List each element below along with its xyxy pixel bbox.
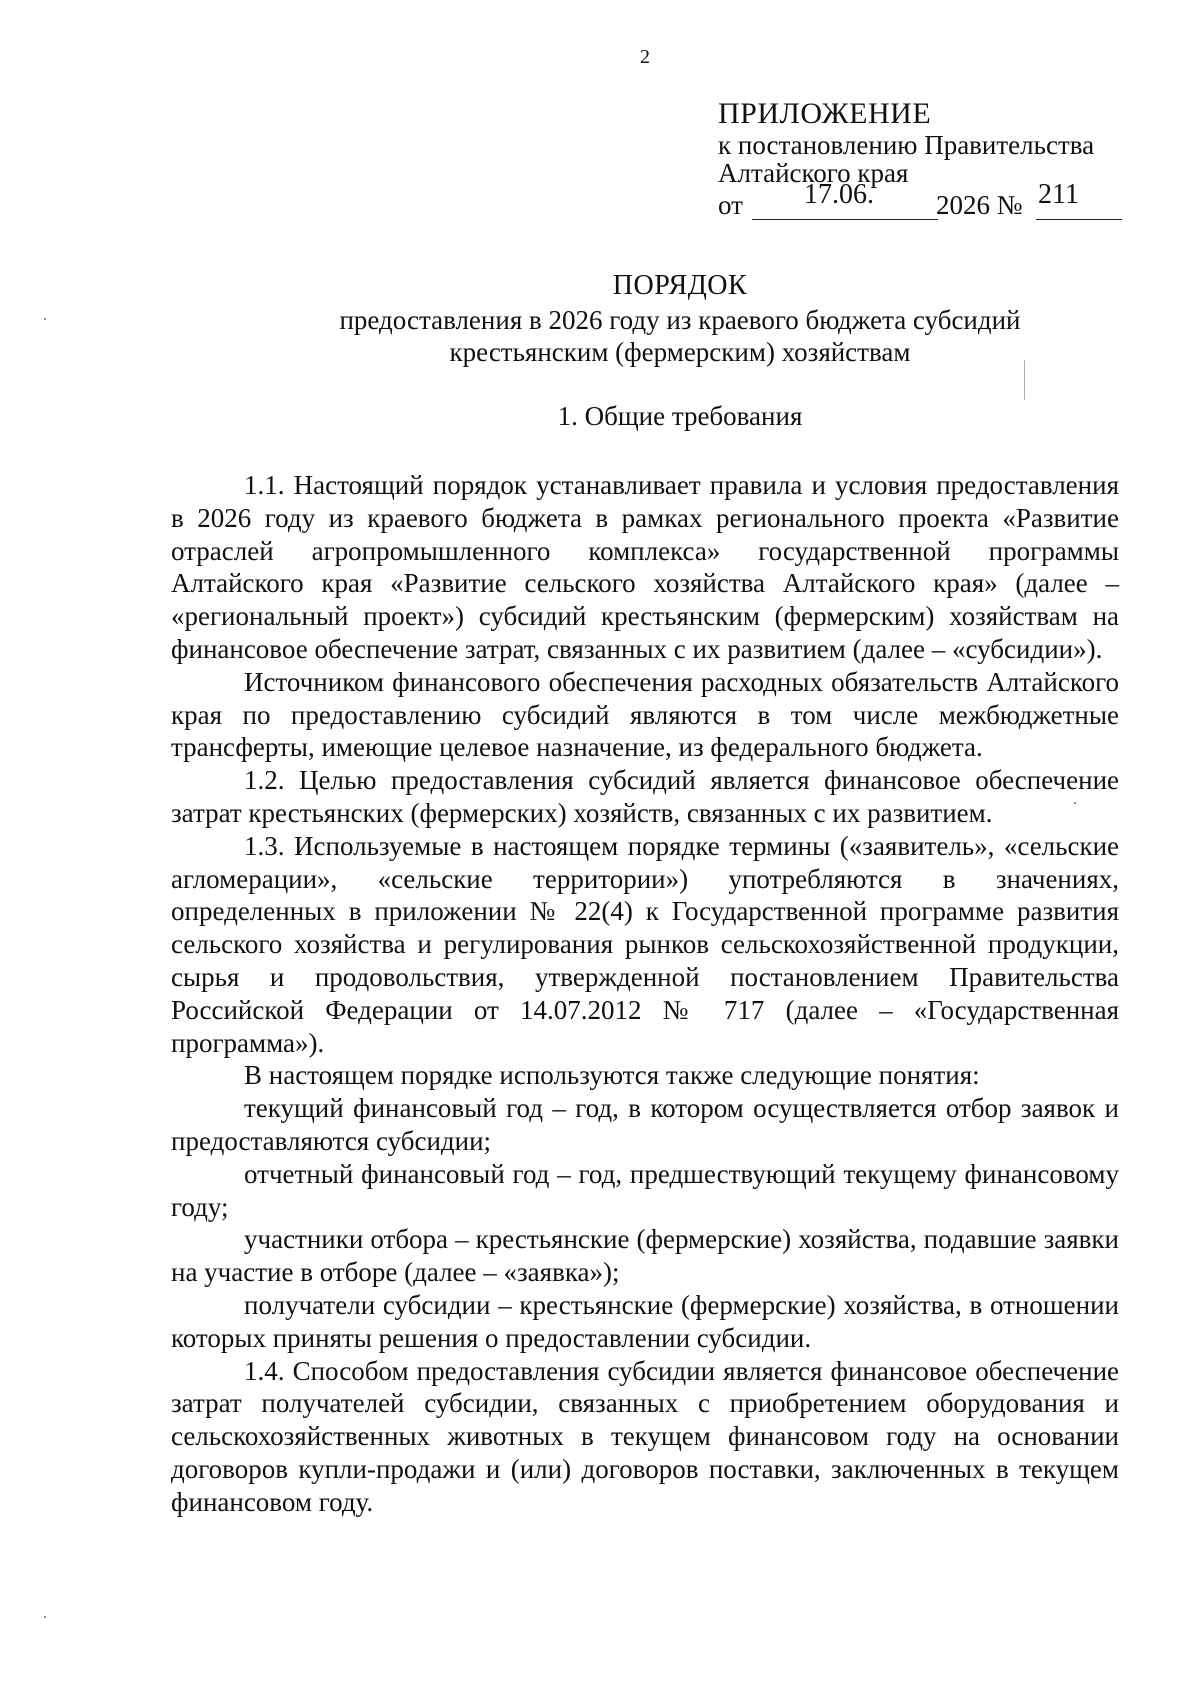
paragraph-1-3: 1.3. Используемые в настоящем порядке термины («заявитель», «сельские агломерации», «сельские территории») употребляются в значениях, определенных в приложении № 22(4) к Государственной программе развития сельского хозяйства и регулирования рынков сельскохозяйственной продукции, сырья и продовольствия, утвержденной постановлением Правительства Российской Федерации от 14.07.2012 № 717 (далее – «Государственная программа»). (171, 830, 1119, 1058)
document-title: ПОРЯДОК (612, 270, 748, 301)
document-body (171, 469, 1119, 1519)
scan-speck (44, 1616, 46, 1618)
paragraph-1-4: 1.4. Способом предоставления субсидии является финансовое обеспечение затрат получателей субсидии, связанных с приобретением оборудования и сельскохозяйственных животных в текущем финансовом году на основании договоров купли-продажи и (или) договоров поставки, заключенных в текущем финансовом году. (171, 1355, 1119, 1517)
paragraph-1-1: 1.1. Настоящий порядок устанавливает правила и условия предоставления в 2026 году из краевого бюджета в рамках регионального проекта «Развитие отраслей агропромышленного комплекса» государственной программы Алтайского края «Развитие сельского хозяйства Алтайского края» (далее – «региональный проект») субсидий крестьянским (фермерским) хозяйствам на финансовое обеспечение затрат, связанных с их развитием (далее – «субсидии»). (171, 470, 1119, 664)
scan-speck (1074, 802, 1076, 804)
paragraph-current-year: текущий финансовый год – год, в котором осуществляется отбор заявок и предоставляются субсидии; (171, 1093, 1119, 1156)
section-heading: 1. Общие требования (557, 401, 803, 431)
paragraph-subsidy-recipients: получатели субсидии – крестьянские (фермерские) хозяйства, в отношении которых приняты решения о предоставлении субсидии. (171, 1289, 1119, 1353)
decree-date: 17.06. (804, 179, 874, 210)
number-underline (1036, 219, 1122, 220)
paragraph-concepts-intro: В настоящем порядке используются также следующие понятия: (244, 1060, 980, 1091)
subtitle-line-2: крестьянским (фермерским) хозяйствам (449, 337, 911, 367)
decree-number: 211 (1038, 179, 1079, 210)
approval-date-row (718, 179, 1138, 221)
appendix-title: ПРИЛОЖЕНИЕ (718, 97, 932, 130)
approval-line-2: Алтайского края (718, 158, 909, 188)
document-subtitle (0, 304, 1200, 368)
from-label: от (718, 190, 743, 220)
scan-speck (1024, 360, 1025, 400)
decree-year-label: 2026 № (936, 190, 1023, 220)
paragraph-reporting-year: отчетный финансовый год – год, предшествующий текущему финансовому году; (171, 1158, 1119, 1222)
paragraph-funding-source: Источником финансового обеспечения расходных обязательств Алтайского края по предоставлению субсидий являются в том числе межбюджетные трансферты, имеющие целевое назначение, из федерального бюджета. (171, 666, 1119, 763)
approval-line-1: к постановлению Правительства (718, 130, 1095, 160)
date-underline (752, 219, 938, 220)
page-number: 2 (640, 46, 650, 68)
subtitle-line-1: предоставления в 2026 году из краевого бюджета субсидий (339, 305, 1021, 335)
paragraph-selection-participants: участники отбора – крестьянские (фермерские) хозяйства, подавшие заявки на участие в отборе (далее – «заявка»); (171, 1224, 1119, 1288)
approval-block (718, 97, 1138, 221)
scan-speck (44, 318, 46, 320)
paragraph-1-2: 1.2. Целью предоставления субсидий является финансовое обеспечение затрат крестьянских (фермерских) хозяйств, связанных с их развитием. (171, 765, 1119, 828)
